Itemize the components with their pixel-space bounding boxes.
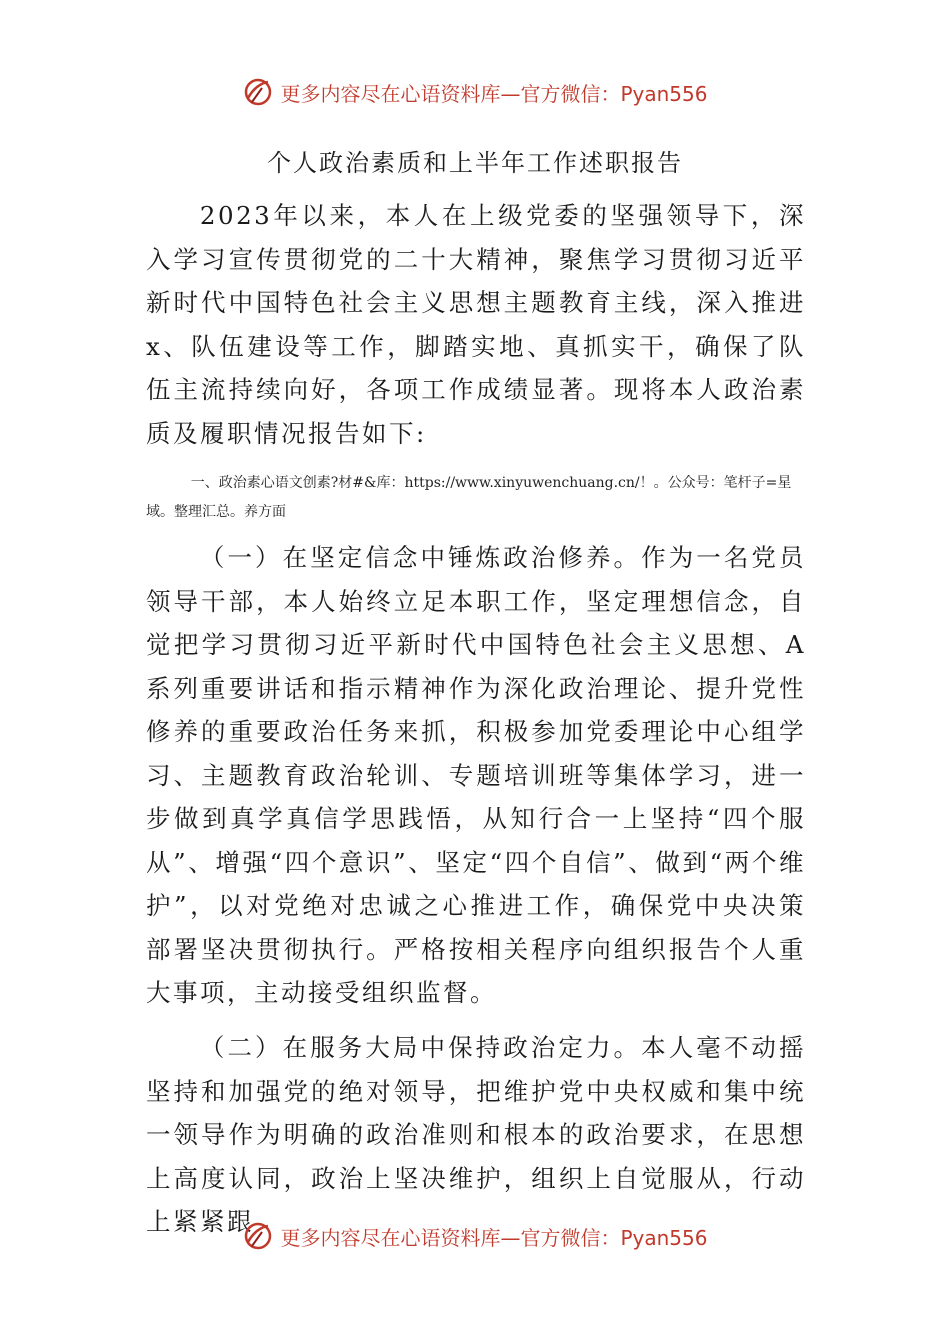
pen-swirl-logo-icon [242,76,274,108]
paragraph-section-1: （一）在坚定信念中锤炼政治修养。作为一名党员领导干部，本人始终立足本职工作，坚定理想信念，自觉把学习贯彻习近平新时代中国特色社会主义思想、A系列重要讲话和指示精神作为深化政治理论、提升党性修养的重要政治任务来抓，积极参加党委理论中心组学习、主题教育政治轮训、专题培训班等集体学习，进一步做到真学真信学思践悟，从知行合一上坚持“四个服从”、增强“四个意识”、坚定“四个自信”、做到“两个维护”，以对党绝对忠诚之心推进工作，确保党中央决策部署坚决贯彻执行。严格按相关程序向组织报告个人重大事项，主动接受组织监督。 [146,543,806,1007]
footer-wechat-text: —官方微信：Pyan556 [500,1225,708,1250]
footer-main-text: 更多内容尽在心语资料库 [280,1225,501,1250]
document-title: 个人政治素质和上半年工作述职报告 [267,149,683,177]
paragraph-intro: 2023年以来，本人在上级党委的坚强领导下，深入学习宣传贯彻党的二十大精神，聚焦学习贯彻习近平新时代中国特色社会主义思想主题教育主线，深入推进x、队伍建设等工作，脚踏实地、真抓实干，确保了队伍主流持续向好，各项工作成绩显著。现将本人政治素质及履职情况报告如下: [146,201,806,448]
footer-banner [0,1216,950,1256]
section-heading-small: 一、政治素心语文创素?材#&库：https://www.xinyuwenchuang.cn/！。公众号：笔杆子=星域。整理汇总。养方面 [146,475,792,520]
banner-wechat-text: —官方微信：Pyan556 [500,81,708,106]
banner-main-text: 更多内容尽在心语资料库 [280,81,501,106]
pen-swirl-logo-icon [242,1220,274,1252]
paragraph-section-2: （二）在服务大局中保持政治定力。本人毫不动摇坚持和加强党的绝对领导，把维护党中央权威和集中统一领导作为明确的政治准则和根本的政治要求，在思想上高度认同，政治上坚决维护，组织上自觉服从，行动上紧紧跟 [146,1033,806,1236]
header-banner [0,72,950,112]
